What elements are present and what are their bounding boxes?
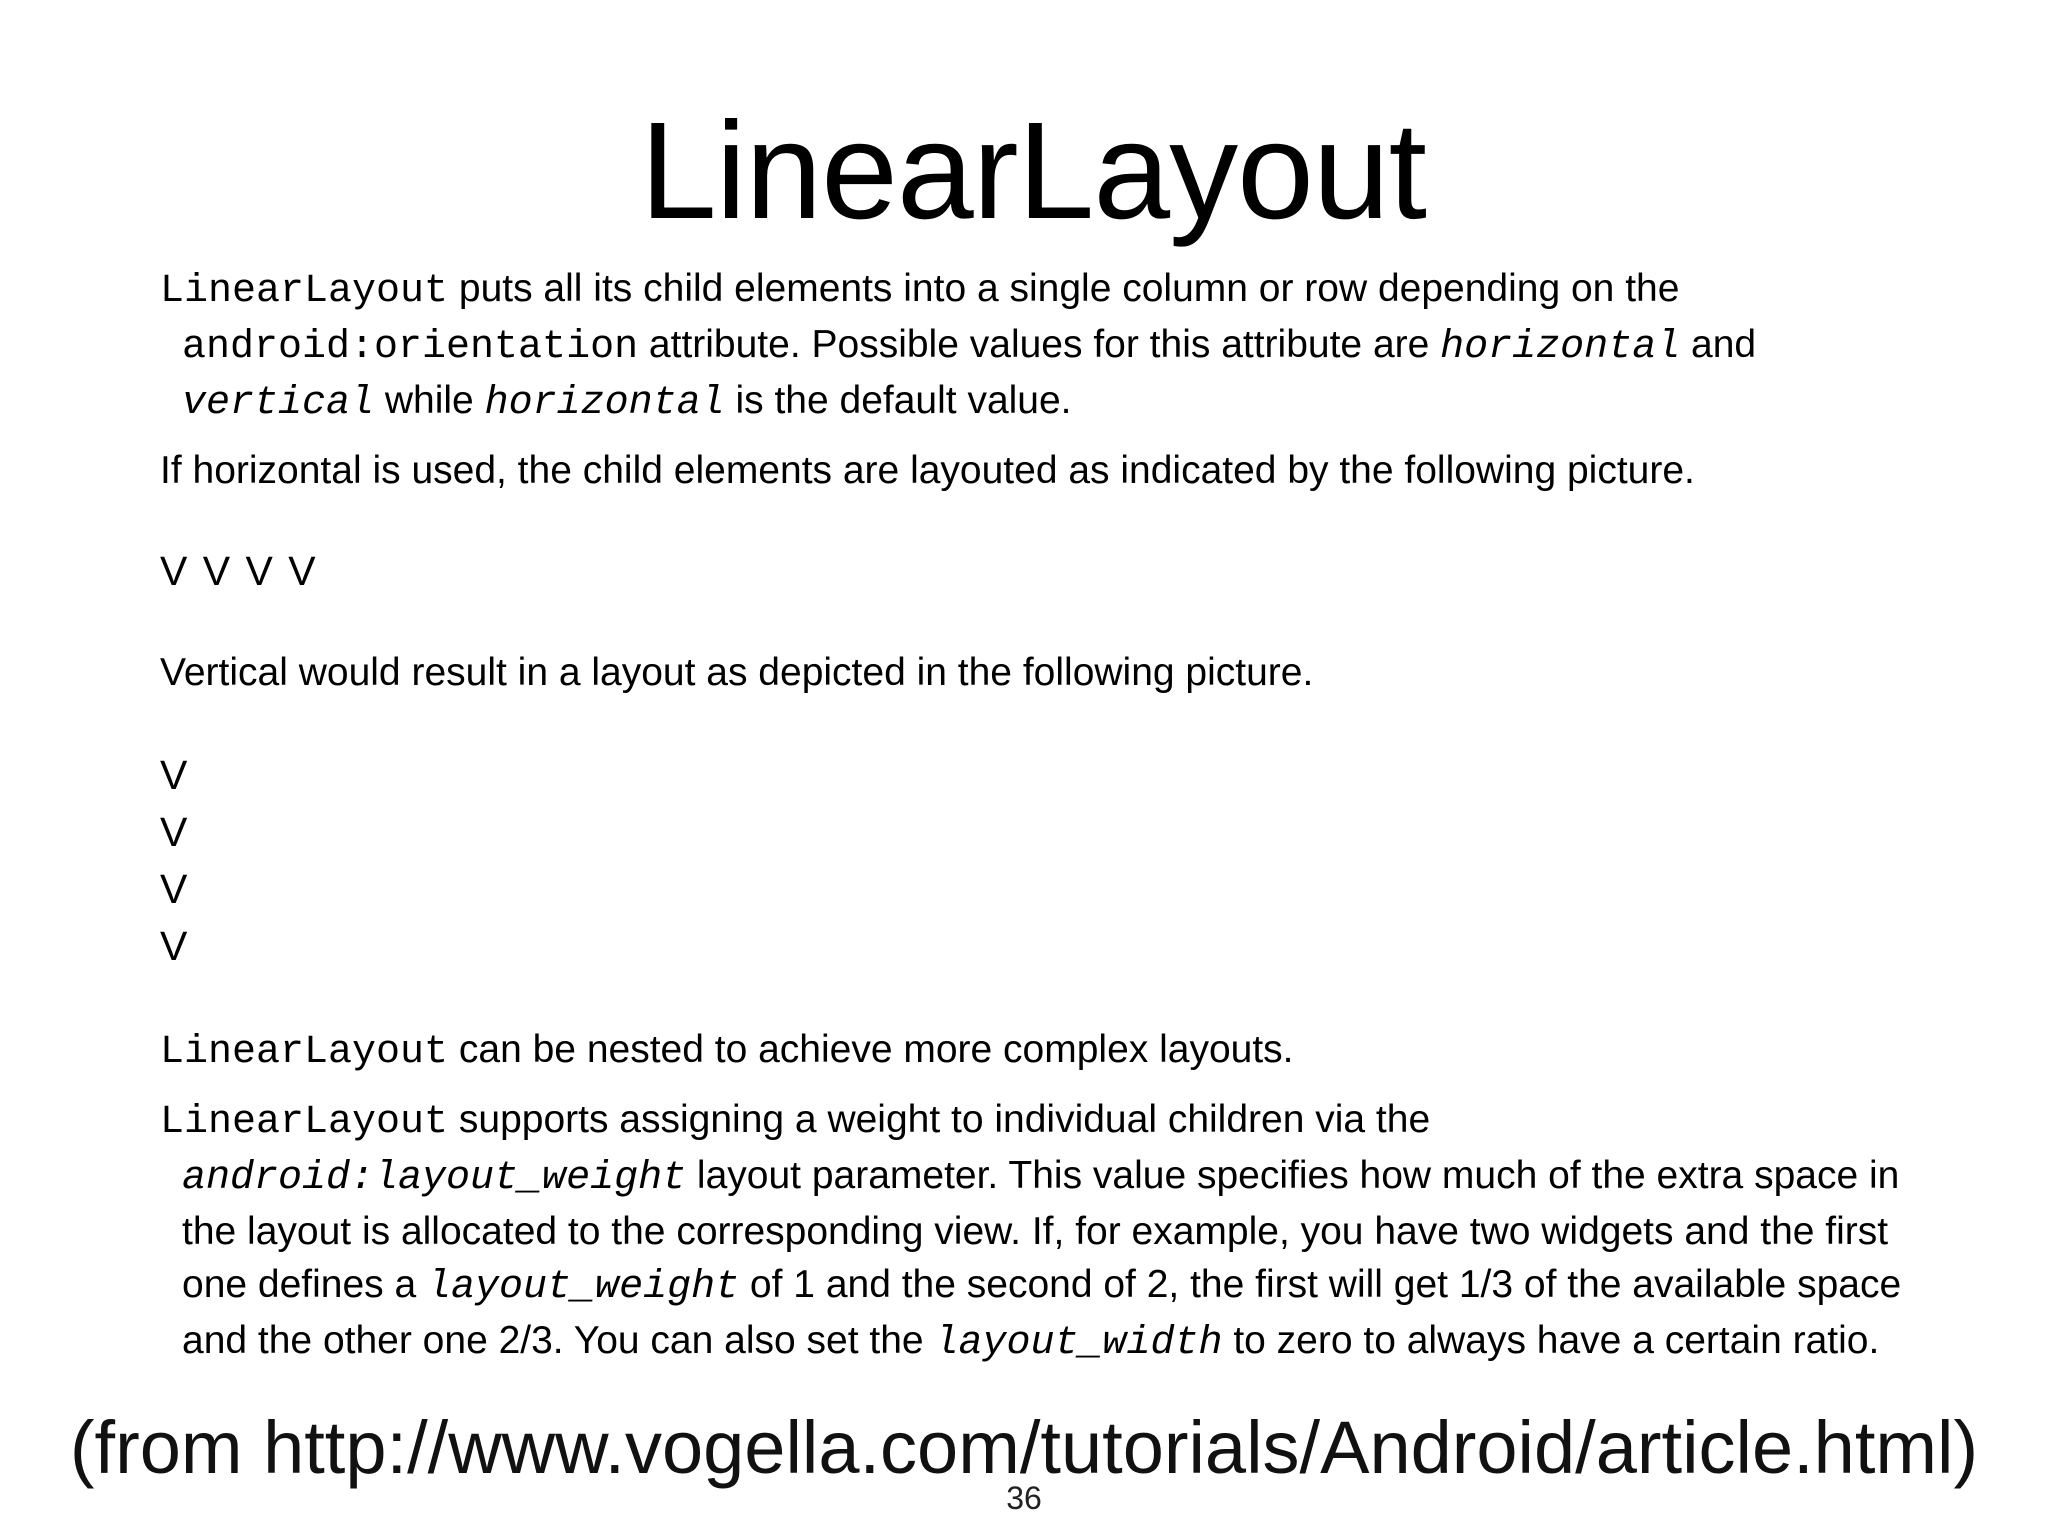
code-android-orientation: android:orientation <box>182 325 639 370</box>
spacer <box>160 699 1920 747</box>
source-citation: (from http://www.vogella.com/tutorials/Android/article.html) <box>69 1406 1979 1489</box>
text-segment: puts all its child elements into a single column or row depending on the <box>448 267 1680 310</box>
code-horizontal: horizontal <box>1440 325 1681 370</box>
vertical-picture-item: V <box>160 866 188 912</box>
vertical-picture-item: V <box>160 752 188 798</box>
text-segment: while <box>374 379 485 422</box>
code-linearlayout: LinearLayout <box>160 1100 449 1145</box>
text-segment: is the default value. <box>724 379 1072 422</box>
text-segment: can be nested to achieve more complex layouts. <box>448 1028 1294 1071</box>
spacer <box>160 497 1920 545</box>
code-vertical: vertical <box>182 381 375 426</box>
text-segment: supports assigning a weight to individual children via the <box>448 1098 1431 1141</box>
vertical-picture <box>160 747 1920 975</box>
paragraph-horizontal-intro: If horizontal is used, the child elements are layouted as indicated by the following picture. <box>160 449 1695 492</box>
code-linearlayout: LinearLayout <box>160 269 449 314</box>
vertical-picture-item: V <box>160 809 188 855</box>
text-segment: and <box>1680 323 1757 366</box>
code-layout-weight: layout_weight <box>427 1265 740 1310</box>
spacer <box>160 430 1920 444</box>
horizontal-picture: V V V V <box>160 548 316 594</box>
paragraph-nesting <box>160 1023 1920 1079</box>
slide-title: LinearLayout <box>640 94 1426 248</box>
paragraph-weight <box>160 1093 1920 1370</box>
vertical-picture-item: V <box>160 923 188 969</box>
text-segment: of 1 and the second of 2, the first will get 1/3 of the available space and the other one 2/3. You can also set the <box>182 1263 1902 1362</box>
spacer <box>160 598 1920 646</box>
slide-body <box>160 262 1920 1370</box>
code-layout-width: layout_width <box>934 1321 1223 1366</box>
paragraph-orientation <box>160 262 1920 430</box>
code-android-layout-weight: android:layout_weight <box>182 1156 687 1201</box>
spacer <box>160 1079 1920 1093</box>
code-linearlayout: LinearLayout <box>160 1030 449 1075</box>
paragraph-vertical-intro: Vertical would result in a layout as depicted in the following picture. <box>160 651 1314 694</box>
code-horizontal: horizontal <box>484 381 725 426</box>
text-segment: to zero to always have a certain ratio. <box>1222 1319 1880 1362</box>
text-segment: layout parameter. This value specifies how much of the extra space in the layout is allocated to the corresponding view. If, for example, you have two widgets and the first one defines a <box>182 1154 1900 1306</box>
spacer <box>160 975 1920 1023</box>
text-segment: attribute. Possible values for this attribute are <box>638 323 1441 366</box>
page-number: 36 <box>1006 1480 1042 1516</box>
